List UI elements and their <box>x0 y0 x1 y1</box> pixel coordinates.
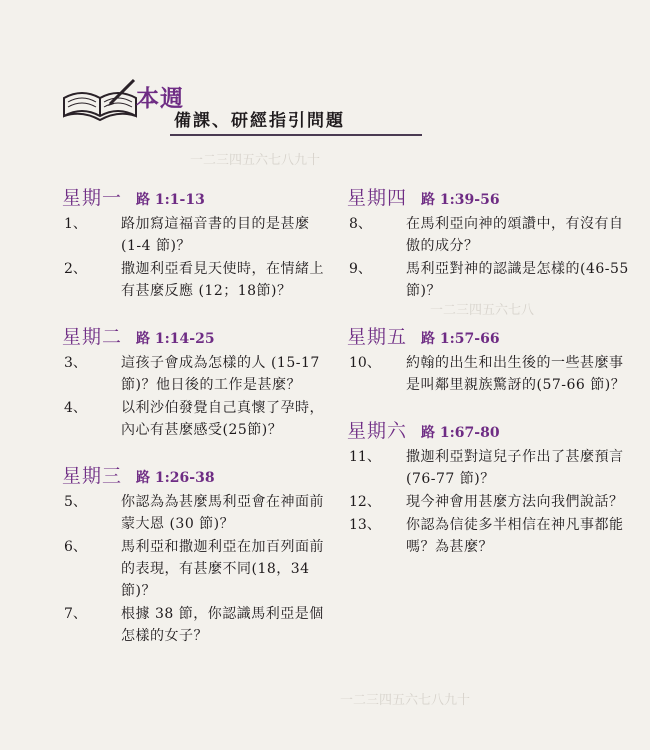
question-text: 這孩子會成為怎樣的人 (15-17 節)？他日後的工作是甚麼？ <box>121 355 320 393</box>
day-section <box>347 416 632 558</box>
question-text: 撒迦利亞對這兒子作出了甚麼預言 (76-77 節)？ <box>406 449 624 487</box>
day-label: 星期三 <box>62 465 123 487</box>
day-label: 星期六 <box>347 420 408 442</box>
day-label: 星期一 <box>62 187 123 209</box>
question-text: 路加寫這福音書的目的是甚麼 (1-4 節)？ <box>121 216 310 254</box>
day-section <box>347 322 632 396</box>
question-item <box>347 213 632 257</box>
day-section <box>62 461 324 647</box>
header-underline <box>170 134 422 136</box>
question-item <box>347 352 632 396</box>
day-heading <box>62 183 324 213</box>
day-label: 星期五 <box>347 326 408 348</box>
open-book-pen-icon <box>60 76 140 122</box>
day-section <box>347 183 632 302</box>
header-subtitle: 備課、研經指引問題 <box>174 111 345 131</box>
question-item <box>62 352 324 396</box>
scripture-ref: 路 1:67-80 <box>421 425 500 441</box>
question-text: 在馬利亞向神的頌讚中，有沒有自傲的成分？ <box>406 216 624 254</box>
question-number: 8、 <box>349 216 372 232</box>
question-text: 馬利亞和撒迦利亞在加百列面前的表現，有甚麼不同(18，34 節)？ <box>121 539 324 599</box>
question-item <box>62 603 324 647</box>
question-number: 2、 <box>64 261 87 277</box>
day-section <box>62 322 324 441</box>
question-number: 3、 <box>64 355 87 371</box>
day-heading <box>347 322 632 352</box>
day-heading <box>347 416 632 446</box>
question-item <box>347 258 632 302</box>
question-item <box>62 536 324 602</box>
question-item <box>62 258 324 302</box>
scripture-ref: 路 1:14-25 <box>136 331 215 347</box>
bleed-through-text: 一二三四五六七八九十 <box>340 693 471 708</box>
section-header <box>60 68 370 138</box>
scripture-ref: 路 1:26-38 <box>136 470 215 486</box>
question-text: 現今神會用甚麼方法向我們說話？ <box>406 494 624 510</box>
question-number: 13、 <box>349 517 381 533</box>
question-number: 7、 <box>64 606 87 622</box>
question-number: 12、 <box>349 494 381 510</box>
question-number: 10、 <box>349 355 381 371</box>
question-number: 9、 <box>349 261 372 277</box>
question-text: 馬利亞對神的認識是怎樣的(46-55 節)？ <box>406 261 629 299</box>
day-section <box>62 183 324 302</box>
bleed-through-text: 一二三四五六七八九十 <box>190 153 321 168</box>
left-column <box>62 183 324 667</box>
question-item <box>347 514 632 558</box>
question-item <box>62 213 324 257</box>
day-label: 星期二 <box>62 326 123 348</box>
question-item <box>62 491 324 535</box>
right-column <box>347 183 632 578</box>
question-item <box>62 397 324 441</box>
day-label: 星期四 <box>347 187 408 209</box>
question-number: 4、 <box>64 400 87 416</box>
scripture-ref: 路 1:57-66 <box>421 331 500 347</box>
question-text: 根據 38 節，你認識馬利亞是個怎樣的女子？ <box>121 606 324 644</box>
question-item <box>347 491 632 513</box>
question-text: 以利沙伯發覺自己真懷了孕時，內心有甚麼感受(25節)？ <box>121 400 324 438</box>
question-text: 撒迦利亞看見天使時，在情緒上有甚麼反應 (12；18節)？ <box>121 261 324 299</box>
scripture-ref: 路 1:39-56 <box>421 192 500 208</box>
header-title: 本週 <box>136 85 184 112</box>
day-heading <box>62 322 324 352</box>
question-text: 你認為信徒多半相信在神凡事都能嗎？為甚麼？ <box>406 517 624 555</box>
bleed-through-text: 一二三四五六七八 <box>430 303 535 318</box>
question-number: 11、 <box>349 449 381 465</box>
question-text: 約翰的出生和出生後的一些甚麼事是叫鄰里親族驚訝的(57-66 節)？ <box>406 355 626 393</box>
question-number: 6、 <box>64 539 87 555</box>
question-item <box>347 446 632 490</box>
scripture-ref: 路 1:1-13 <box>136 192 205 208</box>
question-text: 你認為為甚麼馬利亞會在神面前蒙大恩 (30 節)？ <box>121 494 324 532</box>
day-heading <box>62 461 324 491</box>
question-number: 1、 <box>64 216 87 232</box>
day-heading <box>347 183 632 213</box>
question-number: 5、 <box>64 494 87 510</box>
